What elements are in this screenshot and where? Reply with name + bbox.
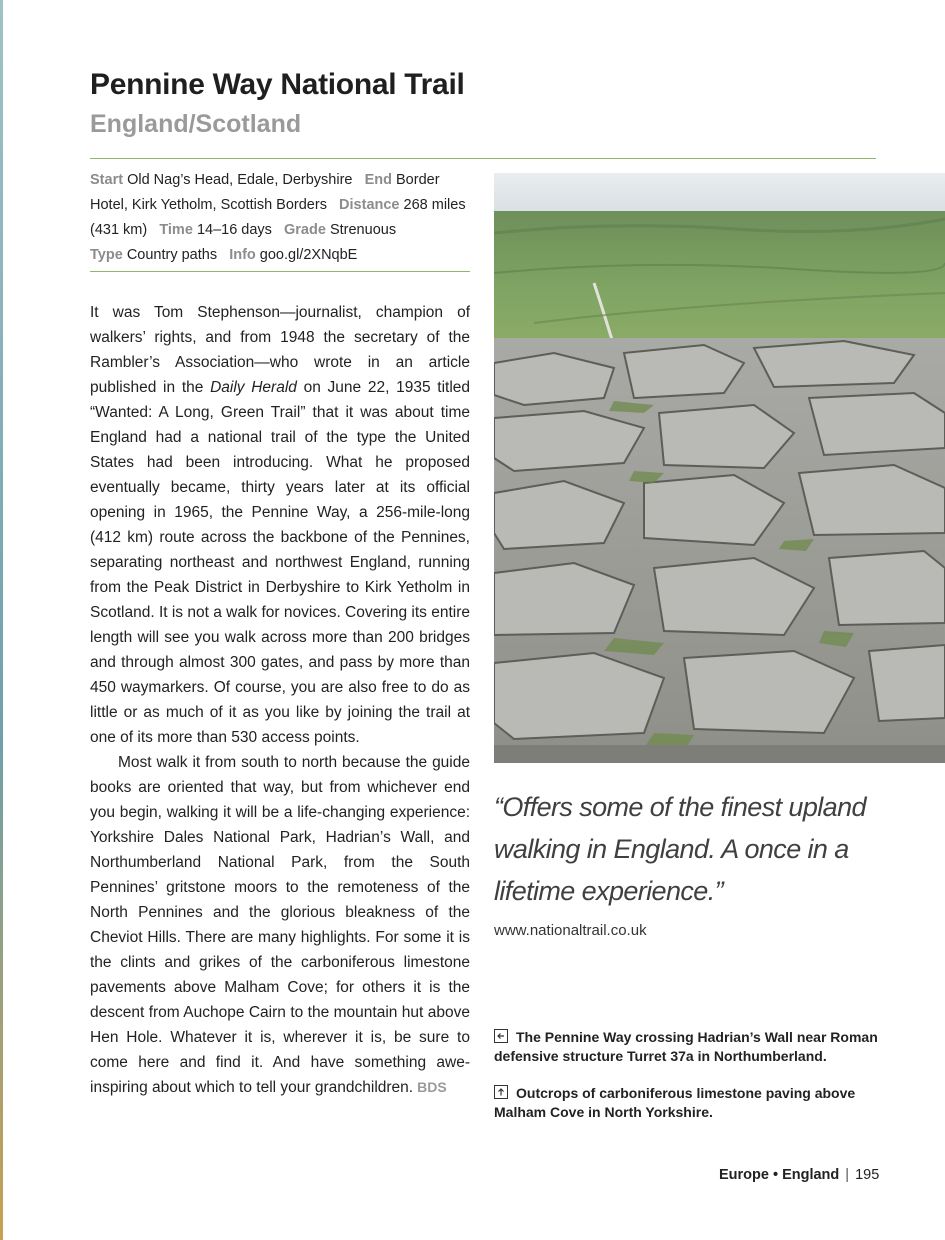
trail-info-box [90, 168, 470, 268]
title-divider [90, 158, 876, 159]
end-value: Border Hotel, Kirk Yetholm, Scottish Borders [90, 172, 440, 213]
end-label: End [364, 172, 392, 188]
quote-source-link[interactable]: www.nationaltrail.co.uk [494, 922, 647, 939]
caption-1-text: The Pennine Way crossing Hadrian’s Wall near Roman defensive structure Turret 37a in Northumberland. [494, 1029, 878, 1064]
time-label: Time [159, 222, 193, 238]
distance-value: 268 miles (431 km) [90, 197, 466, 238]
author-initials: BDS [417, 1079, 447, 1095]
caption-2-text: Outcrops of carboniferous limestone paving above Malham Cove in North Yorkshire. [494, 1085, 856, 1120]
distance-label: Distance [339, 197, 400, 213]
page-number: 195 [855, 1167, 880, 1183]
photo-caption-1 [494, 1028, 879, 1066]
grade-label: Grade [284, 222, 326, 238]
footer-section: Europe • England [719, 1167, 840, 1183]
article-paragraph-1: It was Tom Stephenson—journalist, champion of walkers’ rights, and from 1948 the secretary of the Rambler’s Association—who wrote in an article published in the Daily Herald on June 22, 1935 titled “Wanted: A Long, Green Trail” that it was about time England had a national trail of the type the United States had been introducing. What he proposed eventually became, thirty years later at its official opening in 1965, the Pennine Way, a 256-mile-long (412 km) route across the backbone of the Pennines, separating northeast and northwest England, running from the Peak District in Derbyshire to Kirk Yetholm in Scotland. It is not a walk for novices. Covering its entire length will see you walk across more than 200 bridges and through almost 300 gates, and pass by more than 450 waymarkers. Of course, you are also free to do as little or as much of it as you like by joining the trail at one of its more than 530 access points. [90, 304, 471, 746]
arrow-left-icon [494, 1029, 508, 1043]
type-label: Type [90, 247, 123, 263]
info-link[interactable]: goo.gl/2XNqbE [259, 247, 358, 263]
page-footer [719, 1167, 879, 1183]
page-edge-strip [0, 0, 3, 1240]
page-title: Pennine Way National Trail [90, 68, 465, 101]
article-paragraph-2: Most walk it from south to north because the guide books are oriented that way, but from whichever end you begin, walking it will be a life-changing experience: Yorkshire Dales National Park, Hadrian’s Wall, and Northumberland National Park, from the South Pennines’ gritstone moors to the remoteness of the North Pennines and the glorious bleakness of the Cheviot Hills. There are many highlights. For some it is the clints and grikes of the carboniferous limestone pavements above Malham Cove; for others it is the descent from Auchope Cairn to the mountain hut above Hen Hole. Whatever it is, wherever it is, be sure to come here and find it. And have something awe-inspiring about which to tell your grandchildren. BDS [90, 754, 470, 1096]
start-label: Start [90, 172, 124, 188]
time-value: 14–16 days [196, 222, 272, 238]
footer-divider: | [845, 1167, 850, 1183]
photo-caption-2 [494, 1084, 879, 1122]
grade-value: Strenuous [329, 222, 397, 238]
info-label: Info [229, 247, 256, 263]
start-value: Old Nag’s Head, Edale, Derbyshire [127, 172, 353, 188]
publication-name: Daily Herald [210, 379, 297, 396]
article-body [90, 300, 470, 1100]
page-subtitle: England/Scotland [90, 110, 302, 138]
type-value: Country paths [126, 247, 218, 263]
arrow-up-icon [494, 1085, 508, 1099]
pull-quote: “Offers some of the finest upland walking in England. A once in a lifetime experience.” [494, 792, 866, 906]
limestone-pavement-photo [494, 173, 945, 763]
info-divider [90, 271, 470, 272]
